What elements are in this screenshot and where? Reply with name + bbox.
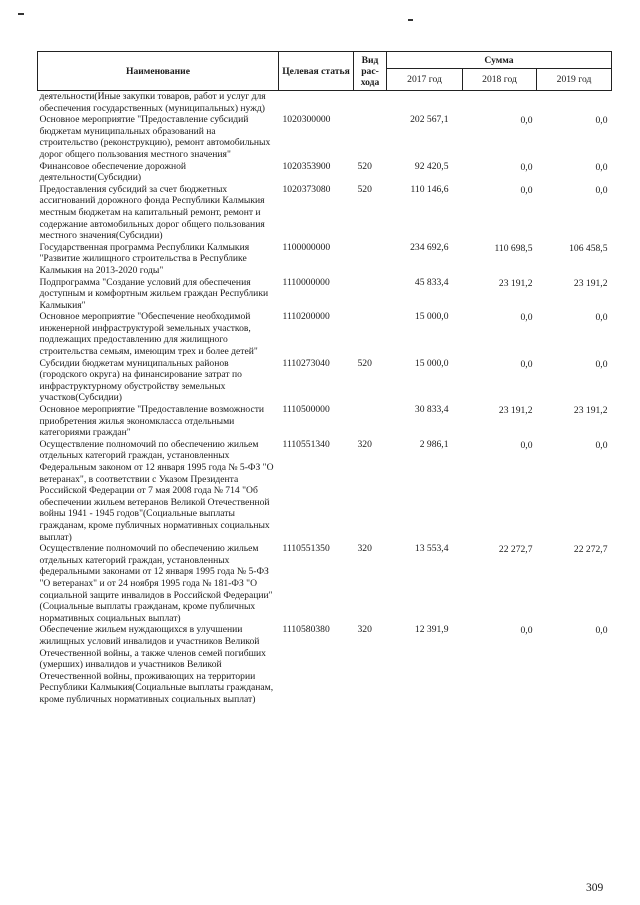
header-year-2018: 2018 год <box>463 69 537 91</box>
row-name: Основное мероприятие "Предоставление субсидий бюджетам муниципальных образований на строительство (реконструкцию), ремонт автомобильных дорог общего пользования местного значения" <box>39 114 271 160</box>
row-expense-type <box>354 242 387 277</box>
row-expense-type: 320 <box>357 624 372 636</box>
row-name: Обеспечение жильем нуждающихся в улучшении жилищных условий инвалидов и участников Великой Отечественной войны, а также членов семей погибших (умерших) инвалидов и участников Великой Отечественной войны, проживающих на территории Республики Калмыкия(Социальные выплаты гражданам, кроме публичных нормативных социальных выплат) <box>39 624 274 705</box>
table-row <box>38 624 612 705</box>
row-code: 1110500000 <box>282 404 330 416</box>
row-expense-type <box>354 114 387 160</box>
scan-mark <box>408 19 413 21</box>
row-amount-2018: 0,0 <box>520 312 533 324</box>
row-amount-2018: 23 191,2 <box>498 277 533 289</box>
row-amount-2018: 23 191,2 <box>498 405 533 417</box>
page-number: 309 <box>586 882 604 894</box>
row-code: 1110200000 <box>282 311 330 323</box>
row-amount-2019: 0,0 <box>595 625 608 637</box>
table-header <box>38 52 612 91</box>
row-amount-2017: 30 833,4 <box>414 404 449 416</box>
row-name: Осуществление полномочий по обеспечению жильем отдельных категорий граждан, установленных Федеральным законом от 12 января 1995 года № 5-ФЗ "О ветеранах", в соответствии с Указом Президента Российской Федерации от 7 мая 2008 года № 714 "Об обеспечении жильем ветеранов Великой Отечественной войны 1941 - 1945 годов"(Социальные выплаты гражданам, кроме публичных нормативных социальных выплат) <box>39 438 274 543</box>
row-expense-type <box>354 311 387 357</box>
table-row <box>38 311 612 357</box>
row-amount-2019: 0,0 <box>595 184 608 196</box>
row-name: Подпрограмма "Создание условий для обеспечения доступным и комфортным жильем граждан Республики Калмыкия" <box>39 276 269 311</box>
row-amount-2019: 22 272,7 <box>573 544 608 556</box>
row-amount-2017: 45 833,4 <box>414 276 449 288</box>
table-body <box>38 91 612 706</box>
row-code <box>279 91 354 115</box>
row-amount-2019: 0,0 <box>595 358 608 370</box>
header-expense-type: Вид рас-хода <box>354 52 387 91</box>
row-code: 1110551340 <box>282 438 330 450</box>
row-amount-2018: 0,0 <box>520 184 533 196</box>
row-amount-2019: 0,0 <box>595 161 608 173</box>
row-name: Осуществление полномочий по обеспечению жильем отдельных категорий граждан, установленных федеральными законами от 12 января 1995 года № 5-ФЗ "О ветеранах" и от 24 ноября 1995 года № 181-ФЗ "О социальной защите инвалидов в Российской Федерации"(Социальные выплаты гражданам, кроме публичных нормативных социальных выплат) <box>39 543 273 624</box>
row-expense-type <box>354 91 387 115</box>
row-expense-type: 520 <box>357 183 372 195</box>
row-amount-2019: 0,0 <box>595 312 608 324</box>
row-amount-2018: 0,0 <box>520 625 533 637</box>
row-code: 1110551350 <box>282 543 330 555</box>
row-amount-2019: 23 191,2 <box>573 405 608 417</box>
row-name: Предоставления субсидий за счет бюджетных ассигнований дорожного фонда Республики Калмыкия местным бюджетам на капитальный ремонт, ремонт и содержание автомобильных дорог общего пользования местного значения(Субсидии) <box>39 183 265 242</box>
table-row <box>38 358 612 404</box>
row-amount-2018 <box>463 91 537 115</box>
table-row <box>38 242 612 277</box>
row-amount-2018: 0,0 <box>520 161 533 173</box>
row-amount-2018: 22 272,7 <box>498 544 533 556</box>
table-row <box>38 543 612 624</box>
row-amount-2017: 15 000,0 <box>414 311 449 323</box>
row-amount-2017: 15 000,0 <box>414 357 449 369</box>
header-name: Наименование <box>38 52 279 91</box>
row-amount-2018: 110 698,5 <box>494 242 533 254</box>
row-amount-2017 <box>387 91 463 115</box>
row-code: 1020300000 <box>282 114 331 126</box>
row-code: 1020373080 <box>282 183 331 195</box>
row-expense-type: 520 <box>357 160 372 172</box>
table-row <box>38 439 612 543</box>
row-name: Основное мероприятие "Обеспечение необходимой инженерной инфраструктурой земельных участков, подлежащих предоставлению для жилищного строительства семьям, имеющим трех и более детей" <box>39 311 258 358</box>
row-amount-2018: 0,0 <box>520 358 533 370</box>
row-amount-2017: 2 986,1 <box>419 438 449 450</box>
row-expense-type <box>354 277 387 312</box>
row-amount-2019 <box>537 91 612 115</box>
row-expense-type: 520 <box>357 357 372 369</box>
table-row <box>38 404 612 439</box>
row-amount-2017: 234 692,6 <box>410 241 449 253</box>
row-expense-type <box>354 404 387 439</box>
row-amount-2017: 110 146,6 <box>410 183 449 195</box>
row-code: 1020353900 <box>282 160 331 172</box>
header-year-2017: 2017 год <box>387 69 463 91</box>
row-expense-type: 320 <box>357 438 372 450</box>
row-amount-2018: 0,0 <box>520 439 533 451</box>
row-amount-2019: 23 191,2 <box>573 277 608 289</box>
row-name: Субсидии бюджетам муниципальных районов (городского округа) на финансирование затрат по инфраструктурному обустройству земельных участков(Субсидии) <box>39 357 242 404</box>
row-name: Государственная программа Республики Калмыкия "Развитие жилищного строительства в Республике Калмыкия на 2013-2020 годы" <box>39 241 250 276</box>
row-name: Основное мероприятие "Предоставление возможности приобретения жилья экономкласса отдельными категориями граждан" <box>39 404 265 439</box>
scan-mark <box>18 13 24 15</box>
table-row <box>38 184 612 242</box>
row-amount-2017: 202 567,1 <box>410 114 449 126</box>
header-year-2019: 2019 год <box>537 69 612 91</box>
row-amount-2017: 12 391,9 <box>414 624 449 636</box>
row-amount-2019: 0,0 <box>595 115 608 127</box>
header-code: Целевая статья <box>279 52 354 91</box>
table-row <box>38 91 612 115</box>
row-amount-2019: 106 458,5 <box>569 242 608 254</box>
row-name: Финансовое обеспечение дорожной деятельности(Субсидии) <box>39 160 187 184</box>
budget-table <box>37 51 612 705</box>
row-amount-2017: 92 420,5 <box>414 160 449 172</box>
row-amount-2018: 0,0 <box>520 115 533 127</box>
table-row <box>38 114 612 160</box>
row-code: 1110000000 <box>282 276 330 288</box>
row-code: 1110580380 <box>282 624 330 636</box>
header-sum: Сумма <box>387 52 612 69</box>
row-amount-2019: 0,0 <box>595 439 608 451</box>
row-name: деятельности(Иные закупки товаров, работ и услуг для обеспечения государственных (муниципальных) нужд) <box>39 91 266 114</box>
table-row <box>38 161 612 184</box>
row-code: 1110273040 <box>282 357 330 369</box>
row-expense-type: 320 <box>357 543 372 555</box>
row-code: 1100000000 <box>282 241 331 253</box>
row-amount-2017: 13 553,4 <box>414 543 449 555</box>
table-row <box>38 277 612 312</box>
